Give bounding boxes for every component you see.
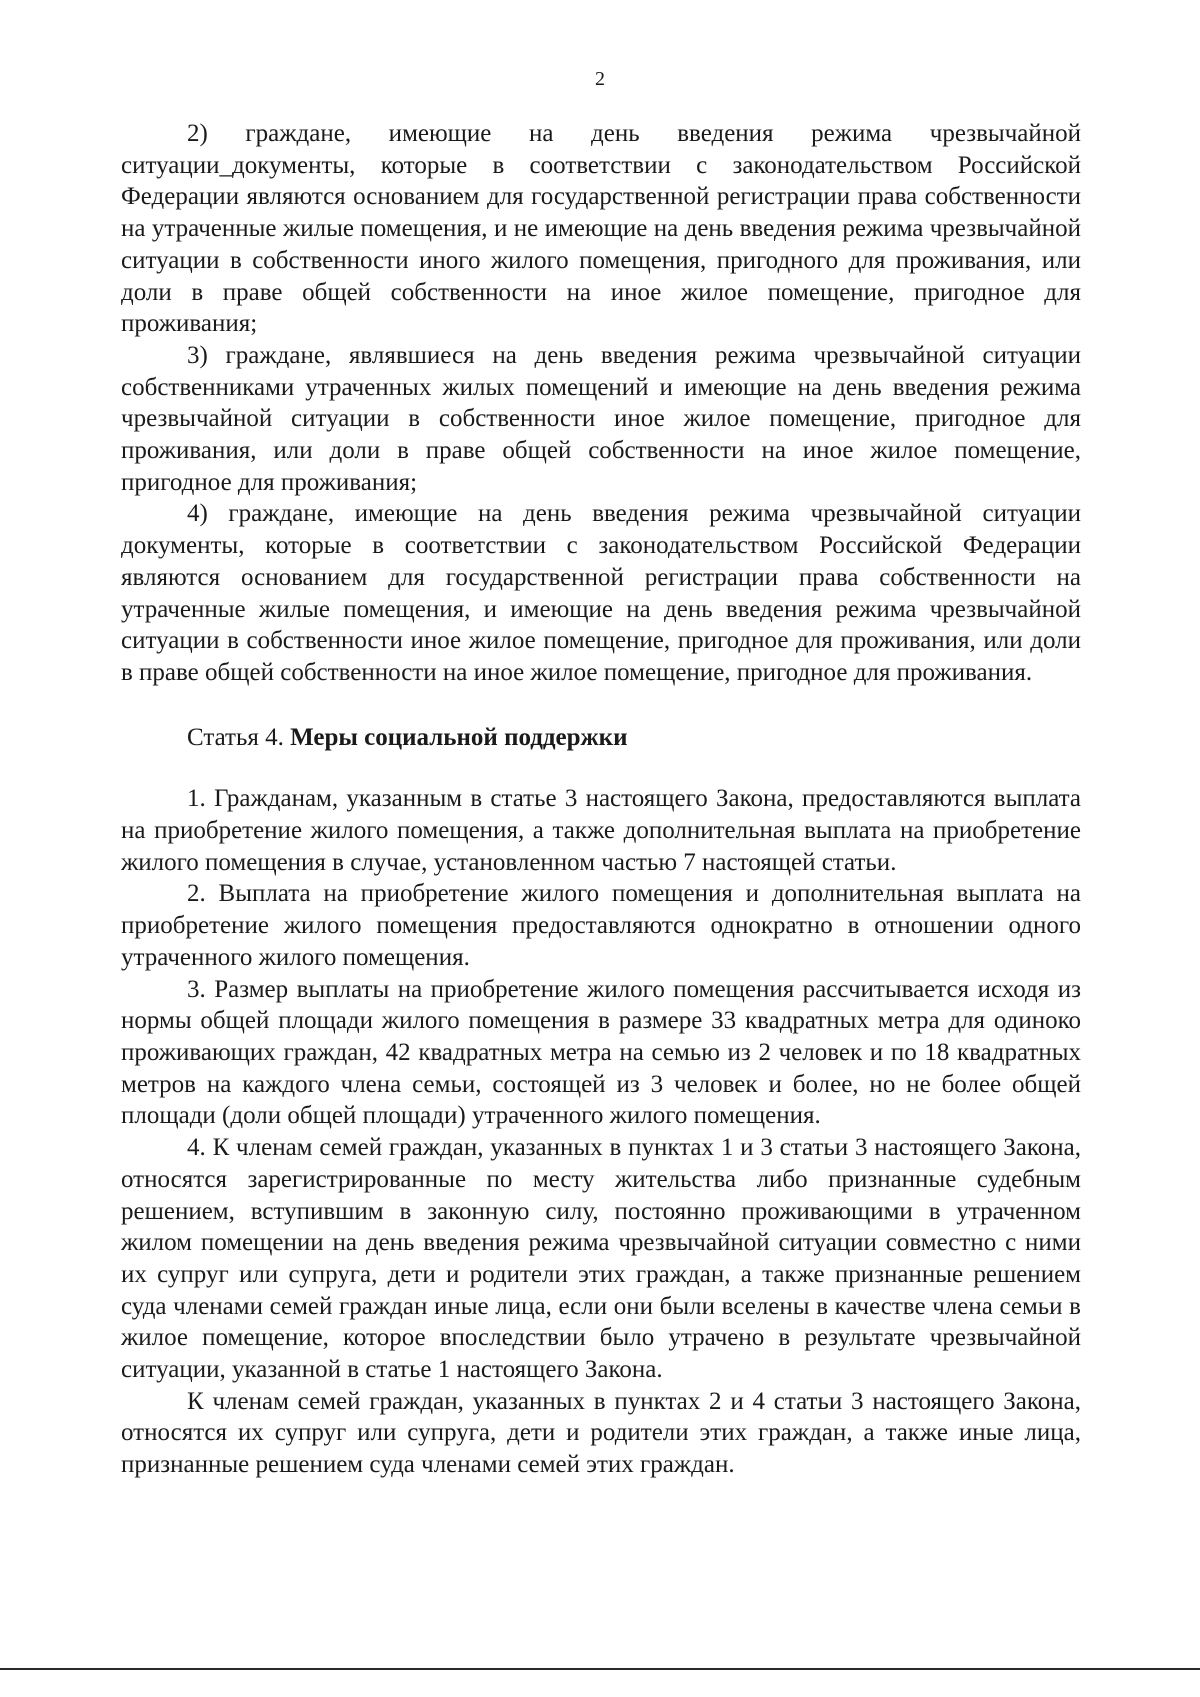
paragraph-2: 2. Выплата на приобретение жилого помещения и дополнительная выплата на приобретение жилого помещения предоставляются однократно в отношении одного утраченного жилого помещения. xyxy=(121,880,1081,971)
list-item-4: 4) граждане, имеющие на день введения режима чрезвычайной ситуации документы, которые в соответствии с законодательством Российской Федерации являются основанием для государственной регистрации права собственности на утраченные жилые помещения, и имеющие на день введения режима чрезвычайной ситуации в собственности иное жилое помещение, пригодное для проживания, или доли в праве общей собственности на иное жилое помещение, пригодное для проживания. xyxy=(121,500,1081,686)
footer-divider xyxy=(0,1668,1200,1670)
article-heading xyxy=(121,722,1081,754)
article-title: Меры социальной поддержки xyxy=(290,723,628,751)
paragraph-4-continuation: К членам семей граждан, указанных в пунктах 2 и 4 статьи 3 настоящего Закона, относятся их супруг или супруга, дети и родители этих граждан, а также иные лица, признанные решением суда членами семей этих граждан. xyxy=(121,1387,1081,1479)
list-item-2: 2) граждане, имеющие на день введения режима чрезвычайной ситуации_документы, которые в соответствии с законодательством Российской Федерации являются основанием для государственной регистрации права собственности на утраченные жилые помещения, и не имеющие на день введения режима чрезвычайной ситуации в собственности иного жилого помещения, пригодного для проживания, или доли в праве общей собственности на иное жилое помещение, пригодное для проживания; xyxy=(121,120,1081,338)
page-number: 2 xyxy=(595,68,605,90)
document-body xyxy=(121,118,1081,1481)
paragraph-4: 4. К членам семей граждан, указанных в пунктах 1 и 3 статьи 3 настоящего Закона, относятся зарегистрированные по месту жительства либо признанные судебным решением, вступившим в законную силу, постоянно проживающими в утраченном жилом помещении на день введения режима чрезвычайной ситуации совместно с ними их супруг или супруга, дети и родители этих граждан, а также признанные решением суда членами семей граждан иные лица, если они были вселены в качестве члена семьи в жилое помещение, которое впоследствии было утрачено в результате чрезвычайной ситуации, указанной в статье 1 настоящего Закона. xyxy=(121,1134,1081,1384)
paragraph-3: 3. Размер выплаты на приобретение жилого помещения рассчитывается исходя из нормы общей площади жилого помещения в размере 33 квадратных метра для одиноко проживающих граждан, 42 квадратных метра на семью из 2 человек и по 18 квадратных метров на каждого члена семьи, состоящей из 3 человек и более, но не более общей площади (доли общей площади) утраченного жилого помещения. xyxy=(121,975,1081,1130)
paragraph-1: 1. Гражданам, указанным в статье 3 настоящего Закона, предоставляются выплата на приобретение жилого помещения, а также дополнительная выплата на приобретение жилого помещения в случае, установленном частью 7 настоящей статьи. xyxy=(121,785,1081,876)
list-item-3: 3) граждане, являвшиеся на день введения режима чрезвычайной ситуации собственниками утраченных жилых помещений и имеющие на день введения режима чрезвычайной ситуации в собственности иное жилое помещение, пригодное для проживания, или доли в праве общей собственности на иное жилое помещение, пригодное для проживания; xyxy=(121,341,1081,496)
article-prefix: Статья 4. xyxy=(187,723,284,751)
